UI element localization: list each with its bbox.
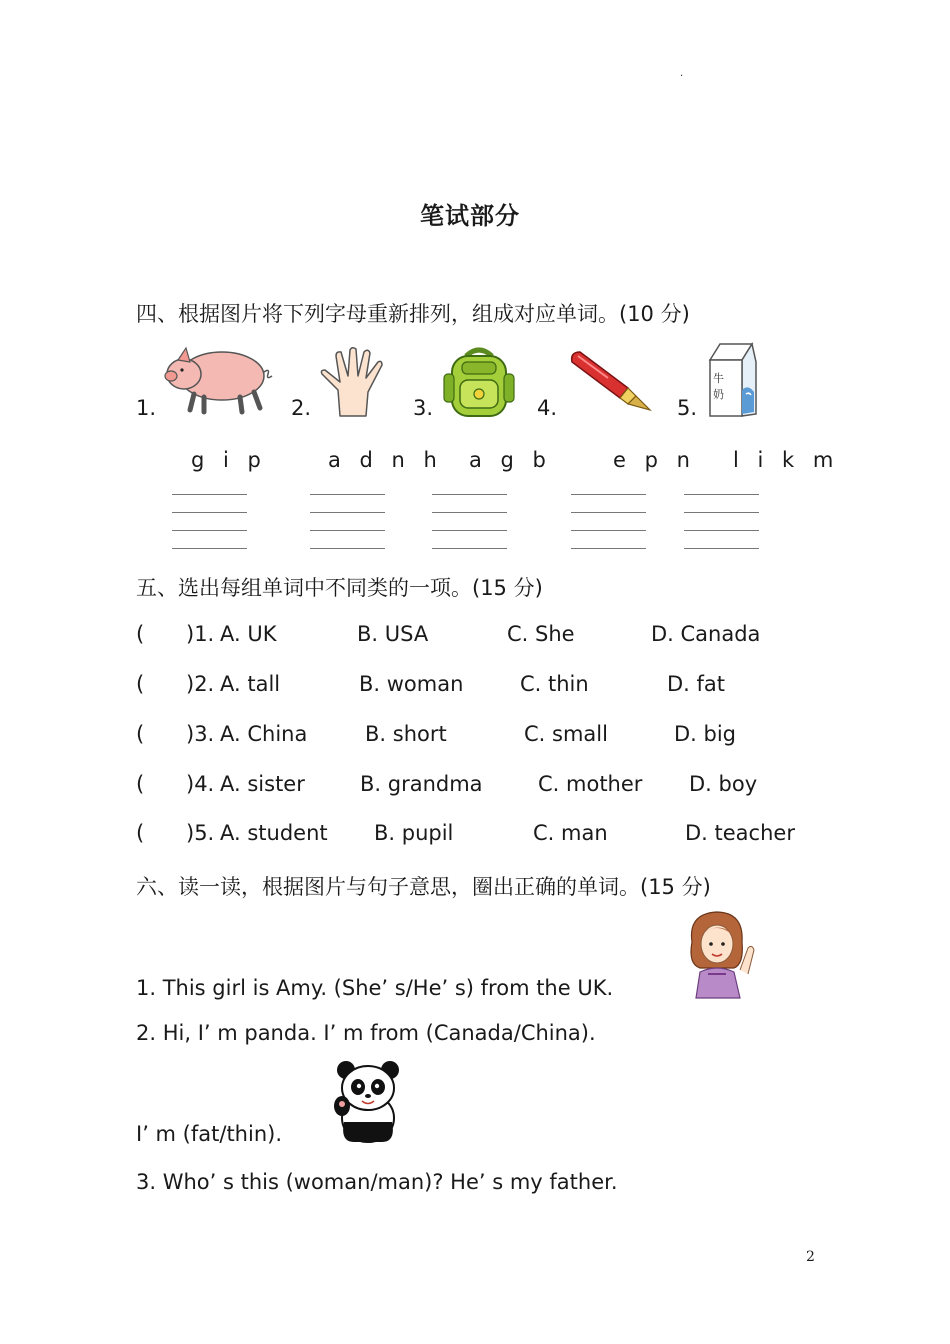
milk-carton-icon	[704, 342, 760, 418]
item3-number: 3.	[413, 396, 434, 420]
q5-option-d: D. teacher	[685, 821, 795, 845]
pen-icon	[568, 348, 654, 414]
q3-option-a: A. China	[220, 722, 308, 746]
q4-option-b: B. grandma	[360, 772, 483, 796]
hand-icon	[318, 346, 394, 418]
item3-letters: a g b	[469, 448, 552, 472]
schoolbag-icon	[440, 346, 518, 420]
q5-paren[interactable]: (	[136, 821, 145, 845]
sentence-2b: I’ m (fat/thin).	[136, 1122, 282, 1146]
q5-option-c: C. man	[533, 821, 608, 845]
q2-option-d: D. fat	[667, 672, 726, 696]
q3-option-b: B. short	[365, 722, 447, 746]
q1-number: )1.	[186, 622, 215, 646]
item2-letters: a d n h	[328, 448, 443, 472]
q4-option-c: C. mother	[538, 772, 643, 796]
q2-option-b: B. woman	[359, 672, 464, 696]
q4-option-a: A. sister	[220, 772, 305, 796]
q2-number: )2.	[186, 672, 215, 696]
section4-heading: 四、根据图片将下列字母重新排列，组成对应单词。(10 分)	[136, 302, 690, 326]
item4-letters: e p n	[613, 448, 696, 472]
panda-icon	[332, 1060, 404, 1144]
milk-label-1: 牛	[713, 372, 724, 385]
item2-number: 2.	[291, 396, 312, 420]
q2-paren[interactable]: (	[136, 672, 145, 696]
item1-letters: g i p	[191, 448, 267, 472]
q1-option-d: D. Canada	[651, 622, 761, 646]
q1-paren[interactable]: (	[136, 622, 145, 646]
q3-option-d: D. big	[674, 722, 737, 746]
item5-letters: l i k m	[733, 448, 840, 472]
q4-option-d: D. boy	[689, 772, 758, 796]
milk-label-2: 奶	[713, 388, 724, 401]
header-mark: .	[680, 68, 684, 79]
sentence-2a: 2. Hi, I’ m panda. I’ m from (Canada/China).	[136, 1021, 596, 1045]
q1-option-b: B. USA	[357, 622, 429, 646]
q1-option-a: A. UK	[220, 622, 277, 646]
page-title: 笔试部分	[420, 202, 520, 230]
q4-paren[interactable]: (	[136, 772, 145, 796]
sentence-3: 3. Who’ s this (woman/man)? He’ s my father.	[136, 1170, 618, 1194]
q4-number: )4.	[186, 772, 215, 796]
q5-option-a: A. student	[220, 821, 328, 845]
q5-number: )5.	[186, 821, 215, 845]
q3-option-c: C. small	[524, 722, 608, 746]
q3-number: )3.	[186, 722, 215, 746]
sentence-1: 1. This girl is Amy. (She’ s/He’ s) from the UK.	[136, 976, 614, 1000]
item4-number: 4.	[537, 396, 558, 420]
section5-heading: 五、选出每组单词中不同类的一项。(15 分)	[136, 576, 543, 600]
q5-option-b: B. pupil	[374, 821, 454, 845]
q2-option-c: C. thin	[520, 672, 589, 696]
q2-option-a: A. tall	[220, 672, 281, 696]
item5-number: 5.	[677, 396, 698, 420]
q1-option-c: C. She	[507, 622, 575, 646]
pig-icon	[160, 344, 270, 418]
page-number: 2	[806, 1249, 815, 1265]
girl-amy-icon	[678, 908, 760, 998]
q3-paren[interactable]: (	[136, 722, 145, 746]
section6-heading: 六、读一读，根据图片与句子意思，圈出正确的单词。(15 分)	[136, 875, 711, 899]
item1-number: 1.	[136, 396, 157, 420]
